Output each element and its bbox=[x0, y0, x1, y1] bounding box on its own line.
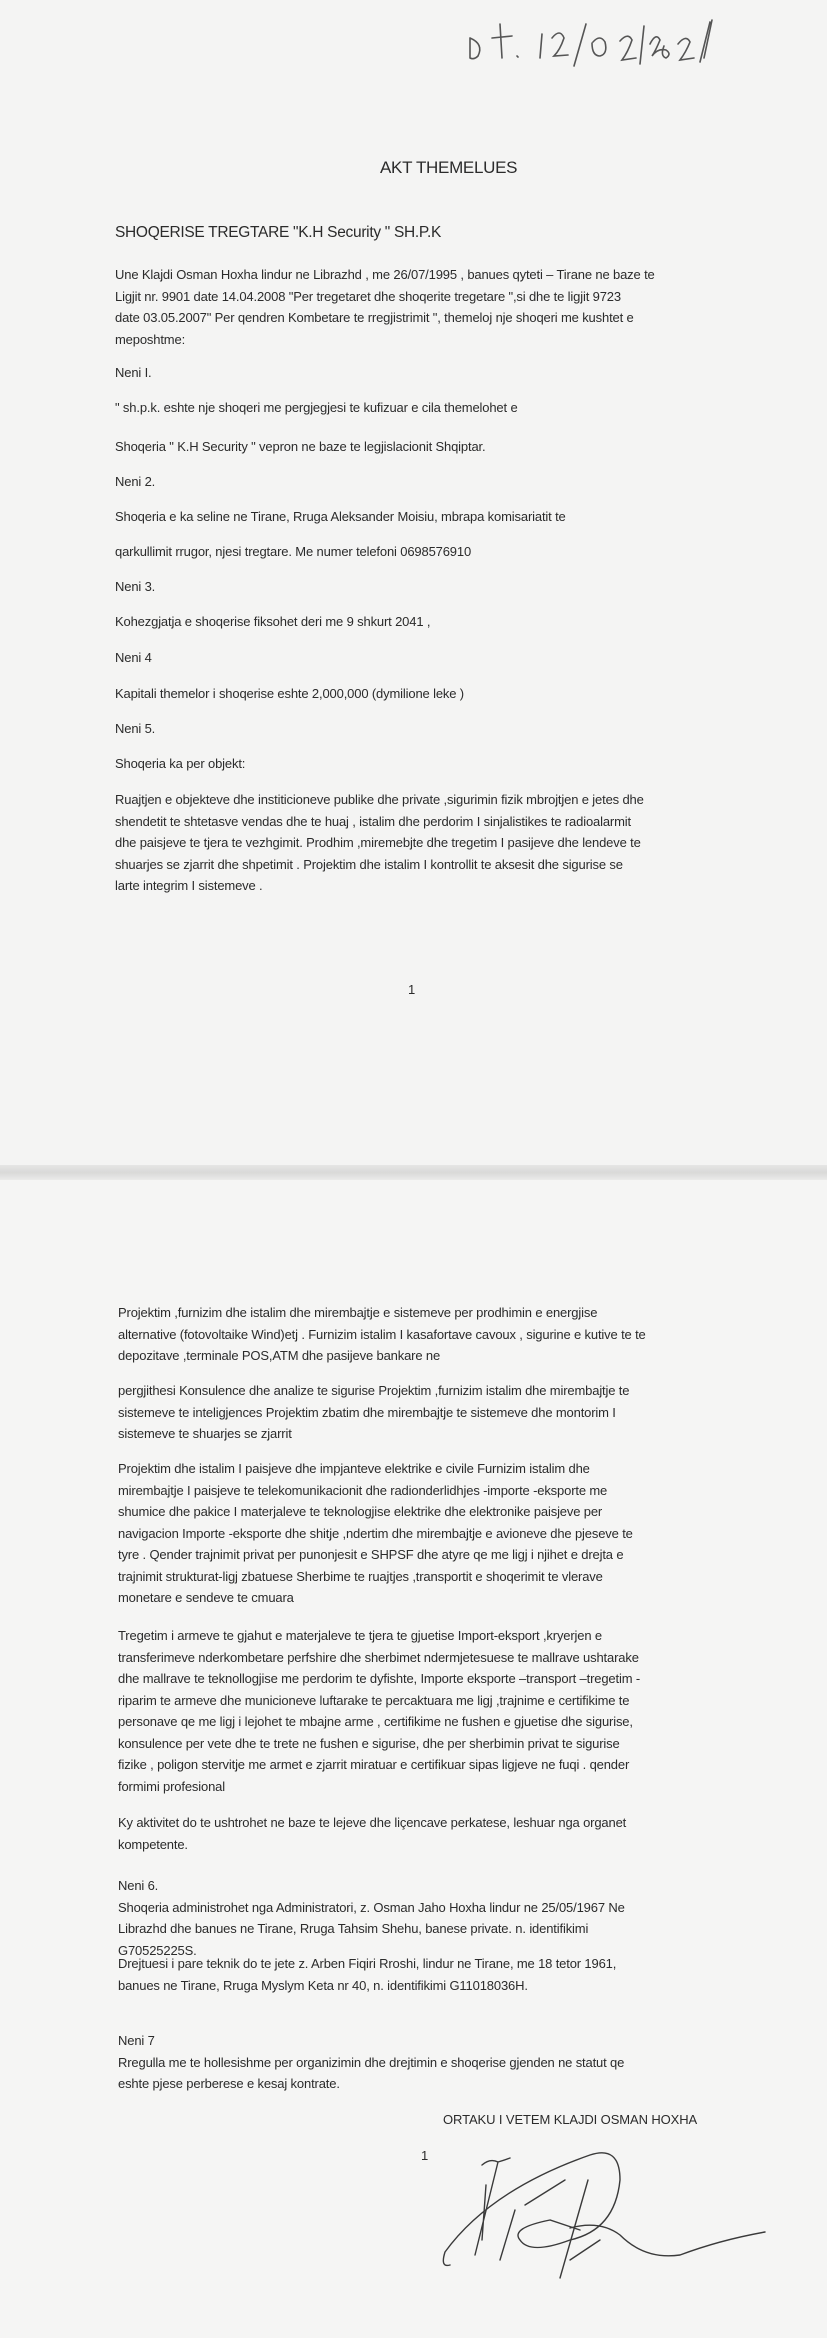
signatory-name: ORTAKU I VETEM KLAJDI OSMAN HOXHA bbox=[443, 2112, 698, 2127]
technical-director-paragraph bbox=[118, 1953, 616, 1996]
text-line: depozitave ,terminale POS,ATM dhe pasijeve bankare ne bbox=[118, 1348, 441, 1363]
licence-paragraph bbox=[118, 1812, 626, 1855]
text-line: shuarjes se zjarrit dhe shpetimit . Projektim dhe istalim I kontrollit te aksesit dhe sigurise se bbox=[115, 856, 623, 872]
text-line: G70525225S. bbox=[118, 1942, 197, 1958]
page-number-2: 1 bbox=[421, 2148, 429, 2163]
text-line: mirembajtje I paisjeve te telekomunikacionit dhe radionderlidhjes -importe -eksporte me bbox=[118, 1482, 608, 1498]
text-line: fizike , poligon stervitje me armet e zjarrit miratuar e certifikuar sipas ligjeve ne fuqi . qender bbox=[118, 1757, 630, 1772]
article-3-text: Kohezgjatja e shoqerise fiksohet deri me 9 shkurt 2041 , bbox=[115, 614, 431, 629]
company-heading: SHOQERISE TREGTARE "K.H Security " SH.P.K bbox=[115, 224, 442, 241]
article-4-heading: Neni 4 bbox=[115, 650, 152, 665]
text-line: sistemeve te shuarjes se zjarrit bbox=[118, 1426, 292, 1441]
text-line: Neni 6. bbox=[118, 1878, 159, 1893]
activities-paragraph-3 bbox=[118, 1458, 633, 1609]
text-line: dhe mallrave te teknollogjise me perdorim te dyfishte, Importe eksporte –transport –tregetim - bbox=[118, 1671, 641, 1686]
text-line: Rregulla me te hollesishme per organizimin dhe drejtimin e shoqerise gjenden ne statut qe bbox=[118, 2054, 625, 2070]
text-line: pergjithesi Konsulence dhe analize te sigurise Projektim ,furnizim istalim dhe mirembajtje te bbox=[118, 1383, 630, 1398]
text-line: alternative (fotovoltaike Wind)etj . Furnizim istalim I kasafortave cavoux , sigurine e kutive te te bbox=[118, 1326, 646, 1342]
article-2-text: Shoqeria e ka seline ne Tirane, Rruga Aleksander Moisiu, mbrapa komisariatit te bbox=[115, 509, 566, 524]
article-2-text-2: qarkullimit rrugor, njesi tregtare. Me numer telefoni 0698576910 bbox=[115, 544, 472, 559]
text-line: Projektim ,furnizim dhe istalim dhe mirembajtje e sistemeve per prodhimin e energjise bbox=[118, 1305, 598, 1320]
text-line: shendetit te shtetasve vendas dhe te huaj , istalim dhe perdorim I sinjalistikes te radioalarmit bbox=[115, 813, 631, 829]
text-line: meposhtme: bbox=[115, 331, 186, 347]
signature bbox=[420, 2140, 780, 2290]
activities-paragraph-1 bbox=[118, 1302, 646, 1367]
text-line: konsulence per vete dhe te trete ne fushen e sigurise, dhe per sherbimin privat te sigurise bbox=[118, 1735, 620, 1751]
article-5-heading: Neni 5. bbox=[115, 721, 156, 736]
text-line: Une Klajdi Osman Hoxha lindur ne Librazhd , me 26/07/1995 , banues qyteti – Tirane ne baze te bbox=[115, 267, 655, 282]
text-line: Ky aktivitet do te ushtrohet ne baze te lejeve dhe liçencave perkatese, leshuar nga organet bbox=[118, 1815, 627, 1830]
text-line: Ligjit nr. 9901 date 14.04.2008 "Per tregetaret dhe shoqerite tregetare ",si dhe te ligjit 9723 bbox=[115, 288, 621, 304]
article-1-text: " sh.p.k. eshte nje shoqeri me pergjegjesi te kufizuar e cila themelohet e bbox=[115, 400, 518, 415]
text-line: sistemeve te inteligjences Projektim zbatim dhe mirembajtje te sistemeve dhe montorim I bbox=[118, 1404, 616, 1420]
text-line: formimi profesional bbox=[118, 1778, 225, 1794]
article-6 bbox=[118, 1875, 625, 1961]
text-line: transferimeve nderkombetare perfshire dhe sherbimet ndermjetesuese te mallrave ushtarake bbox=[118, 1649, 639, 1665]
text-line: Ruajtjen e objekteve dhe institicioneve publike dhe private ,sigurimin fizik mbrojtjen e jetes dhe bbox=[115, 792, 644, 807]
text-line: shumice dhe pakice I materjaleve te teknologjise elektrike dhe elektronike paisjeve per bbox=[118, 1504, 603, 1519]
article-5-text: Shoqeria ka per objekt: bbox=[115, 756, 246, 771]
object-paragraph bbox=[115, 789, 644, 897]
text-line: larte integrim I sistemeve . bbox=[115, 878, 263, 893]
text-line: banues ne Tirane, Rruga Myslym Keta nr 40, n. identifikimi G11018036H. bbox=[118, 1977, 528, 1993]
activities-paragraph-4 bbox=[118, 1625, 640, 1797]
text-line: date 03.05.2007" Per qendren Kombetare te rregjistrimit ", themeloj nje shoqeri me kushtet e bbox=[115, 310, 634, 325]
text-line: Librazhd dhe banues ne Tirane, Rruga Tahsim Shehu, banese private. n. identifikimi bbox=[118, 1921, 589, 1936]
article-3-heading: Neni 3. bbox=[115, 579, 156, 594]
text-line: trajnimit strukturat-ligj zbatuese Sherbime te ruajtjes ,transportit e shoqerimit te vlerave bbox=[118, 1568, 603, 1584]
document-title: AKT THEMELUES bbox=[380, 158, 518, 177]
text-line: eshte pjese perberese e kesaj kontrate. bbox=[118, 2076, 340, 2091]
article-7 bbox=[118, 2030, 624, 2095]
text-line: Drejtuesi i pare teknik do te jete z. Arben Fiqiri Rroshi, lindur ne Tirane, me 18 tetor 1961, bbox=[118, 1956, 617, 1971]
text-line: dhe paisjeve te tjera te vezhgimit. Prodhim ,miremebjte dhe tregetim I pasijeve dhe lendeve te bbox=[115, 835, 641, 850]
article-1-heading: Neni I. bbox=[115, 365, 152, 380]
text-line: navigacion Importe -eksporte dhe shitje ,ndertim dhe mirembajtje e avioneve dhe pjeseve te bbox=[118, 1525, 633, 1541]
text-line: tyre . Qender trajnimit privat per punonjesit e SHPSF dhe atyre qe me ligj i njihet e drejta e bbox=[118, 1547, 624, 1562]
activities-paragraph-2 bbox=[118, 1380, 629, 1445]
article-4-text: Kapitali themelor i shoqerise eshte 2,000,000 (dymilione leke ) bbox=[115, 686, 464, 701]
intro-paragraph bbox=[115, 264, 655, 350]
text-line: personave qe me ligj i lejohet te mbajne arme , certifikime ne fushen e gjuetise dhe sigurise, bbox=[118, 1714, 633, 1729]
text-line: kompetente. bbox=[118, 1836, 188, 1852]
article-2-heading: Neni 2. bbox=[115, 474, 156, 489]
handwritten-date bbox=[460, 8, 760, 68]
page-number: 1 bbox=[408, 982, 416, 997]
text-line: Shoqeria administrohet nga Administratori, z. Osman Jaho Hoxha lindur ne 25/05/1967 Ne bbox=[118, 1899, 625, 1915]
page-separator bbox=[0, 1165, 827, 1180]
article-1-text-2: Shoqeria " K.H Security " vepron ne baze te legjislacionit Shqiptar. bbox=[115, 439, 486, 454]
text-line: Projektim dhe istalim I paisjeve dhe impjanteve elektrike e civile Furnizim istalim dhe bbox=[118, 1461, 590, 1476]
text-line: riparim te armeve dhe municioneve luftarake te percaktuara me ligj ,trajnime e certifikime te bbox=[118, 1692, 630, 1708]
text-line: Neni 7 bbox=[118, 2033, 155, 2048]
text-line: monetare e sendeve te cmuara bbox=[118, 1590, 294, 1605]
text-line: Tregetim i armeve te gjahut e materjaleve te tjera te gjuetise Import-eksport ,kryerjen e bbox=[118, 1628, 602, 1643]
